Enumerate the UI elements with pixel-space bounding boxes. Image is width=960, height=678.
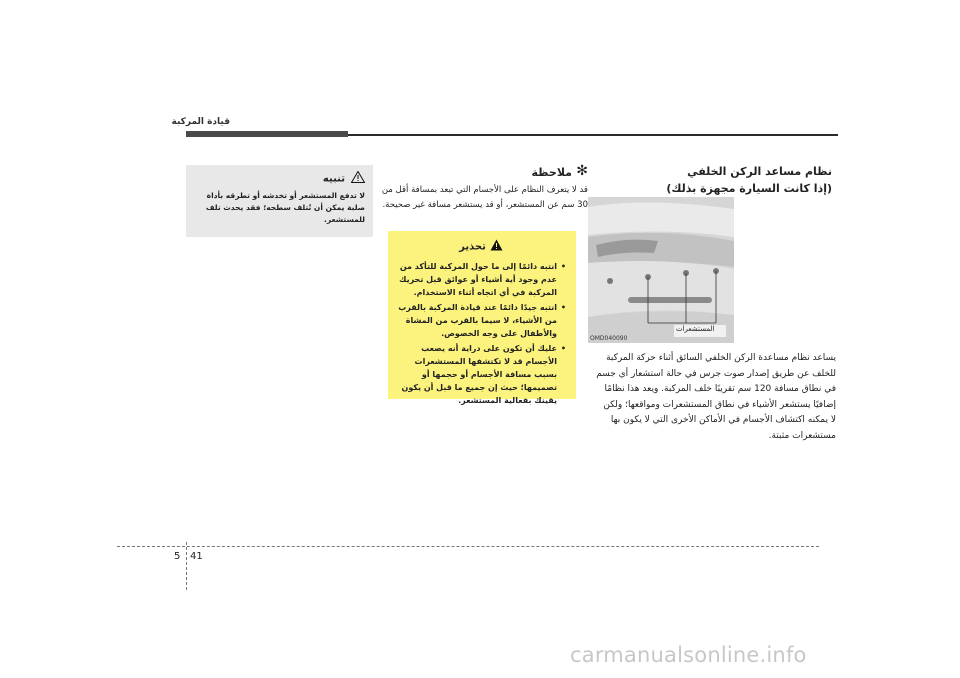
asterisk-icon: ✻ <box>576 163 588 179</box>
note-heading: ملاحظة <box>531 166 572 179</box>
caution-title: تنبيه <box>322 173 345 185</box>
section-heading <box>592 163 832 197</box>
caution-title-row <box>194 171 365 186</box>
watermark: carmanualsonline.info <box>570 643 807 667</box>
section-body: يساعد نظام مساعدة الركن الخلفي السائق أثناء حركة المركبة للخلف عن طريق إصدار صوت جرس في حالة استشعار أي جسم في نطاق مسافة 120 سم تقريبًا خلف المركبة. ويعد هذا نظامًا إضافيًا يستشعر الأشياء في نطاق المستشعرات ومواقعها؛ ولكن لا يمكنه اكتشاف الأجسام في الأماكن الأخرى التي لا يكون بها مستشعرات مثبتة. <box>596 353 836 441</box>
header-rule <box>348 134 838 136</box>
page-number: 41 <box>190 551 203 562</box>
car-rear-illustration <box>588 197 734 343</box>
section-heading-line2: (إذا كانت السيارة مجهزة بذلك) <box>666 182 832 195</box>
caution-body: لا تدفع المستشعر أو تخدشه أو تطرقه بأداة صلبة يمكن أن تُتلف سطحه؛ فقد يحدث تلف للمستشعر. <box>205 191 365 224</box>
caution-triangle-icon <box>351 171 365 186</box>
warning-title: تحذير <box>459 241 486 253</box>
warning-box <box>388 231 576 405</box>
chapter-number: 5 <box>174 551 181 562</box>
section-heading-line1: نظام مساعد الركن الخلفي <box>687 165 832 178</box>
car-rear-bumper-image <box>588 197 734 343</box>
warning-item: • انتبه دائمًا إلى ما حول المركبة للتأكد من عدم وجود أية أشياء أو عوائق قبل تحريك المركبة في أي اتجاه أثناء الاستخدام. <box>399 262 566 297</box>
warning-triangle-icon <box>490 239 503 254</box>
sensors-label: المستشعرات <box>676 325 715 333</box>
warning-item: • انتبه جيدًا دائمًا عند قيادة المركبة بالقرب من الأشياء، لا سيما بالقرب من المشاة والأطفال على وجه الخصوص. <box>398 303 566 338</box>
warning-list <box>396 260 566 407</box>
header-rule-dark <box>186 131 348 137</box>
warning-item: • عليك أن تكون على دراية أنه يصعب الأجسام قد لا تكتشفها المستشعرات بسبب مسافة الأجسام أو حجمها أو تصميمها؛ حيث إن جميع ما قبل أن يكون يقينك بفعالية المستشعر. <box>401 344 566 405</box>
image-code: OMD040090 <box>590 335 628 342</box>
running-header: قيادة المركبة <box>171 117 230 127</box>
footer-rule <box>117 546 819 547</box>
note-body: قد لا يتعرف النظام على الأجسام التي تبعد بمسافة أقل من 30 سم عن المستشعر، أو قد يستشعر مسافة غير صحيحة. <box>381 185 588 210</box>
warning-title-row <box>396 239 566 254</box>
caution-box <box>186 165 373 237</box>
footer-divider <box>186 542 187 590</box>
